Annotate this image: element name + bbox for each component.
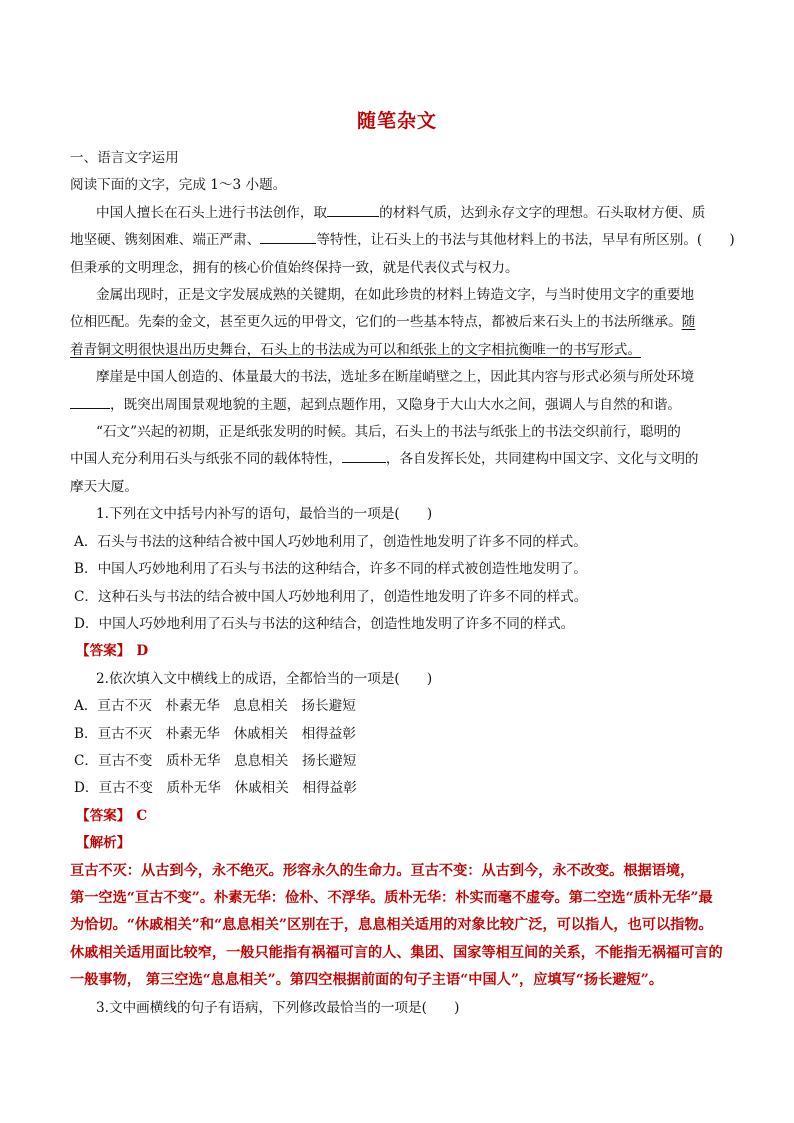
passage-paragraph-2 xyxy=(70,282,726,364)
answer-value: C xyxy=(136,807,148,824)
idiom: 休戚相关 xyxy=(234,780,289,797)
text-segment: 中国人擅长在石头上进行书法创作，取 xyxy=(96,204,328,221)
text-segment: 位相匹配。先秦的金文，甚至更久远的甲骨文，它们的一些基本特点，都被后来石头上的书法所继承。 xyxy=(70,314,682,331)
analysis-line: 一般事物， 第三空选“息息相关”。第四空根据前面的句子主语“中国人”，应填写“扬长避短”。 xyxy=(70,972,664,989)
question-2-stem: 2.依次填入文中横线上的成语，全都恰当的一项是( ) xyxy=(96,670,433,687)
idiom: 亘古不变 xyxy=(98,752,153,769)
question-1-option-b: B．中国人巧妙地利用了石头与书法的这种结合，许多不同的样式被创造性地发明了。 xyxy=(74,561,587,578)
text-segment: 中国人充分利用石头与纸张不同的载体特性， xyxy=(70,451,342,468)
idiom: 质朴无华 xyxy=(166,780,221,797)
paragraph-line xyxy=(70,309,726,336)
paragraph-line xyxy=(70,337,726,364)
idiom: 亘古不灭 xyxy=(97,698,152,715)
idiom: 息息相关 xyxy=(234,752,289,769)
question-1-option-c: C．这种石头与书法的结合被中国人巧妙地利用了，创造性地发明了许多不同的样式。 xyxy=(74,588,588,605)
paragraph-line: 摩天大厦。 xyxy=(70,478,138,495)
idiom: 相得益彰 xyxy=(301,725,356,742)
question-2-analysis-heading xyxy=(70,830,726,857)
question-2-option-a xyxy=(70,693,726,720)
analysis-line: 亘古不灭：从古到今，永不绝灭。形容永久的生命力。亘古不变：从古到今，永不改变。根据语境， xyxy=(70,862,695,879)
option-letter: A． xyxy=(74,698,98,715)
text-segment: 等特性，让石头上的书法与其他材料上的书法，早早有所区别。( ) xyxy=(316,232,735,249)
text-segment: 的材料气质，达到永存文字的理想。石头取材方便、质 xyxy=(379,204,706,221)
question-1-option-a: A．石头与书法的这种结合被中国人巧妙地利用了，创造性地发明了许多不同的样式。 xyxy=(74,533,587,550)
text-segment: 地坚硬、镌刻困难、端正严肃、 xyxy=(70,232,261,249)
option-letter: B． xyxy=(74,725,98,742)
question-2-option-d xyxy=(70,775,726,802)
passage-paragraph-1 xyxy=(70,200,735,282)
analysis-line: 休戚相关适用面比较窄，一般只能指有祸福可言的人、集团、国家等相互间的关系，不能指无祸福可言的 xyxy=(70,944,723,961)
text-segment: ，各自发挥长处，共同建构中国文字、文化与文明的 xyxy=(385,451,699,468)
question-2-answer xyxy=(70,803,726,830)
idiom: 扬长避短 xyxy=(301,698,356,715)
paragraph-line xyxy=(70,446,726,473)
option-letter: C． xyxy=(74,752,98,769)
question-2-option-b xyxy=(70,721,726,748)
passage-paragraph-4 xyxy=(70,419,726,501)
idiom: 扬长避短 xyxy=(302,752,357,769)
section-heading: 一、语言文字运用 xyxy=(70,150,179,166)
question-3-stem: 3.文中画横线的句子有语病，下列修改最恰当的一项是( ) xyxy=(96,999,460,1016)
fill-blank xyxy=(70,394,110,409)
idiom: 相得益彰 xyxy=(302,780,357,797)
question-1-answer xyxy=(70,638,726,665)
idiom: 朴素无华 xyxy=(165,698,220,715)
analysis-tag: 【解析】 xyxy=(76,835,131,852)
paragraph-line: “石文”兴起的初期，正是纸张发明的时候。其后，石头上的书法与纸张上的书法交织前行，聪明的 xyxy=(96,424,681,441)
paragraph-line: 摩崖是中国人创造的、体量最大的书法，选址多在断崖峭壁之上，因此其内容与形式必须与所处环境 xyxy=(96,369,695,386)
document-body xyxy=(70,145,735,1022)
passage-paragraph-3 xyxy=(70,364,726,419)
idiom: 休戚相关 xyxy=(233,725,288,742)
text-segment: ，既突出周围景观地貌的主题，起到点题作用，又隐身于大山大水之间，强调人与自然的和谐。 xyxy=(110,396,681,413)
idiom: 亘古不灭 xyxy=(97,725,152,742)
analysis-line: 第一空选“亘古不变”。朴素无华：俭朴、不浮华。质朴无华：朴实而毫不虚夸。第二空选“质朴无华”最 xyxy=(70,889,713,906)
underlined-sentence: 随 xyxy=(681,314,696,331)
idiom: 亘古不变 xyxy=(98,780,153,797)
fill-blank xyxy=(327,202,379,217)
paragraph-line xyxy=(70,392,726,419)
idiom: 息息相关 xyxy=(233,698,288,715)
paragraph-line xyxy=(70,200,726,227)
idiom: 质朴无华 xyxy=(166,752,221,769)
option-letter: D． xyxy=(74,780,99,797)
reading-instruction: 阅读下面的文字，完成 1～3 小题。 xyxy=(70,177,287,194)
fill-blank xyxy=(342,448,386,463)
question-1-option-d: D．中国人巧妙地利用了石头与书法的这种结合，创造性地发明了许多不同的样式。 xyxy=(74,615,575,632)
answer-value: D xyxy=(136,643,149,660)
question-2-analysis xyxy=(70,858,726,995)
page-title: 随笔杂文 xyxy=(356,110,437,132)
analysis-line: 为恰切。“休戚相关”和“息息相关”区别在于，息息相关适用的对象比较广泛，可以指人，也可以指物。 xyxy=(70,917,713,934)
answer-tag: 【答案】 xyxy=(76,807,131,824)
paragraph-line: 金属出现时，正是文字发展成熟的关键期，在如此珍贵的材料上铸造文字，与当时使用文字的重要地 xyxy=(96,287,695,304)
question-2-option-c xyxy=(70,748,726,775)
question-1-stem: 1.下列在文中括号内补写的语句，最恰当的一项是( ) xyxy=(96,506,433,523)
paragraph-line: 但秉承的文明理念，拥有的核心价值始终保持一致，就是代表仪式与权力。 xyxy=(70,259,519,276)
underlined-sentence: 着青铜文明很快退出历史舞台，石头上的书法成为可以和纸张上的文字相抗衡唯一的书写形式。 xyxy=(70,341,641,358)
idiom: 朴素无华 xyxy=(165,725,220,742)
answer-tag: 【答案】 xyxy=(76,643,131,660)
paragraph-line xyxy=(70,227,735,254)
fill-blank xyxy=(260,229,316,244)
